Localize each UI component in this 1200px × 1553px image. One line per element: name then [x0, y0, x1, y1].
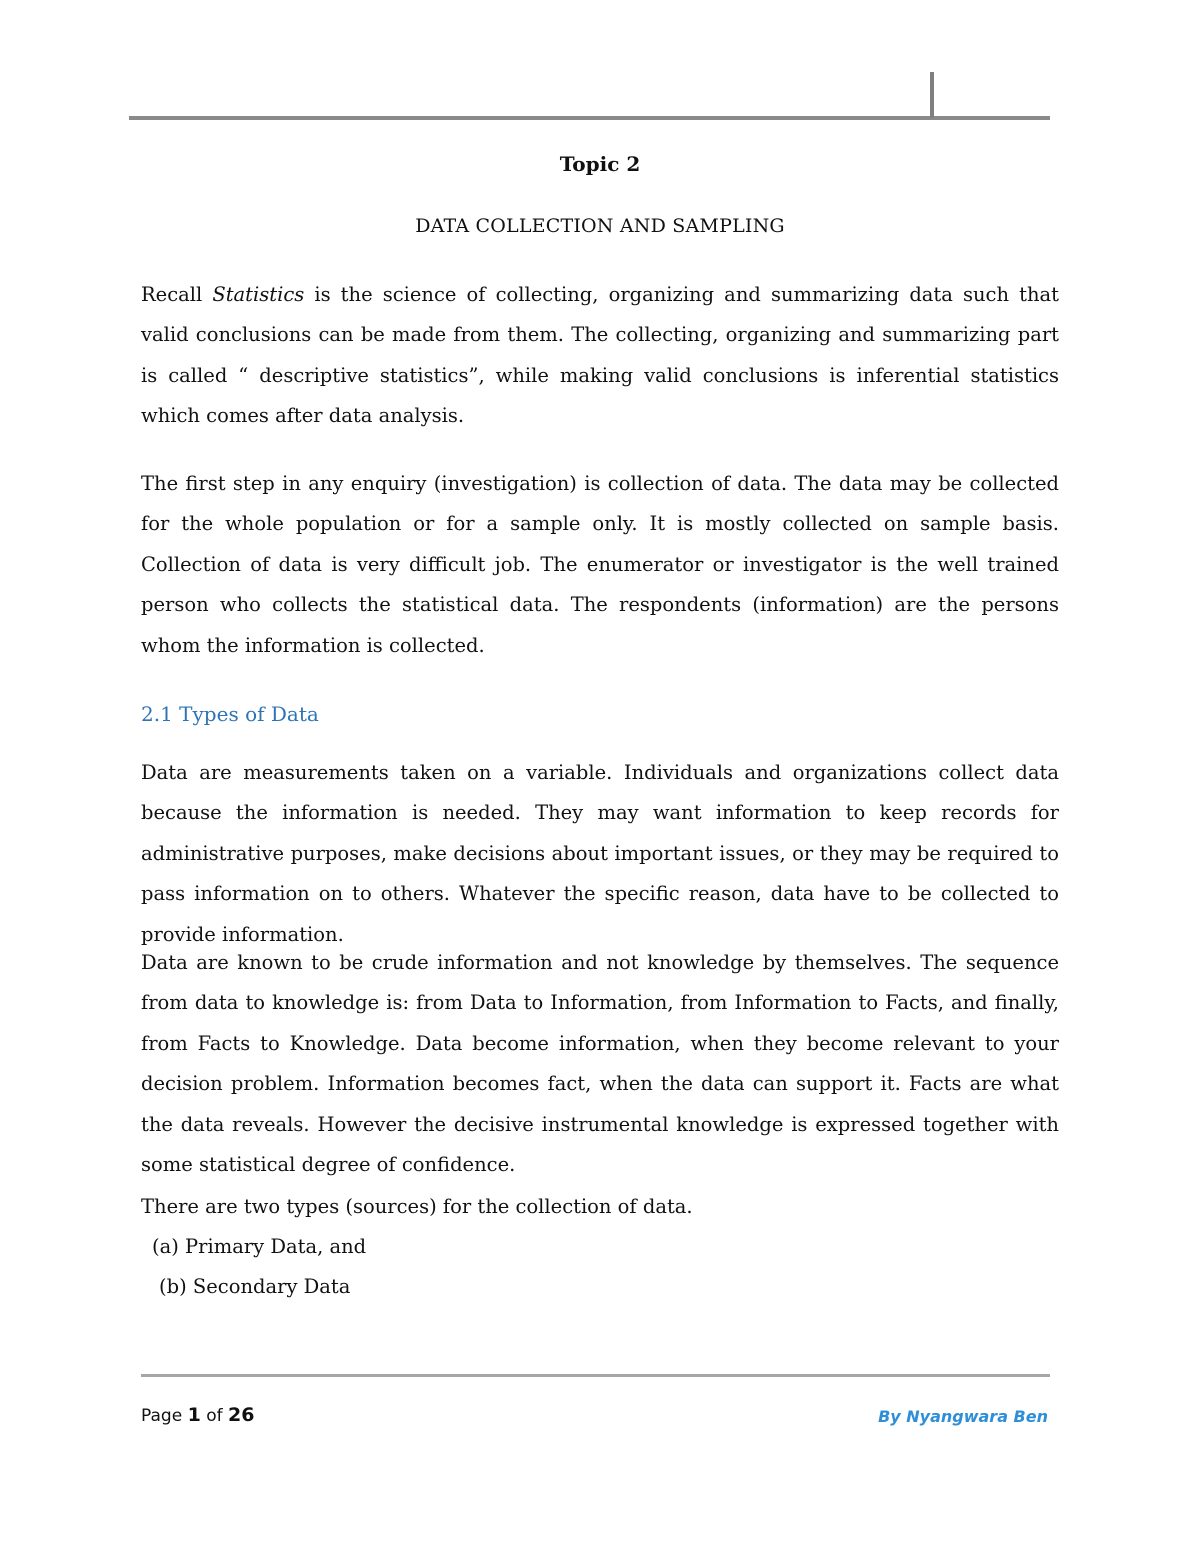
types-intro: There are two types (sources) for the collection of data. [141, 1195, 693, 1218]
intro-text-rest: is the science of collecting, organizing and summarizing data such that valid conclusions can be made from them. The collecting, organizing and summarizing part is called “ descriptive statistics”, while making valid conclusions is inferential statistics which comes after data analysis. [141, 283, 1059, 428]
author-credit: By Nyangwara Ben [878, 1407, 1048, 1426]
page-number-label [141, 1400, 254, 1431]
section-heading: 2.1 Types of Data [141, 702, 319, 726]
knowledge-paragraph: Data are known to be crude information and not knowledge by themselves. The sequence from data to knowledge is: from Data to Information, from Information to Facts, and finally, from Facts to Knowledge. Data become information, when they become relevant to your decision problem. Information becomes fact, when the data can support it. Facts are what the data reveals. However the decisive instrumental knowledge is expressed together with some statistical degree of confidence. [141, 951, 1059, 1177]
list-item-primary: (a) Primary Data, and [152, 1235, 367, 1258]
header-tick [930, 72, 934, 118]
footer-rule [141, 1374, 1050, 1377]
header-rule [129, 116, 1050, 120]
enquiry-paragraph: The first step in any enquiry (investigation) is collection of data. The data may be collected for the whole population or for a sample only. It is mostly collected on sample basis. Collection of data is very difficult job. The enumerator or investigator is the well trained person who collects the statistical data. The respondents (information) are the persons whom the information is collected. [141, 472, 1059, 657]
intro-italic-term: Statistics [212, 283, 305, 306]
of-word: of [206, 1406, 223, 1426]
intro-text-start: Recall [141, 283, 213, 306]
list-item-secondary: (b) Secondary Data [159, 1275, 351, 1298]
current-page: 1 [187, 1404, 201, 1426]
total-pages: 26 [228, 1404, 255, 1426]
measurements-paragraph: Data are measurements taken on a variable. Individuals and organizations collect data because the information is needed. They may want information to keep records for administrative purposes, make decisions about important issues, or they may be required to pass information on to others. Whatever the specific reason, data have to be collected to provide information. [141, 761, 1059, 946]
topic-title: Topic 2 [559, 152, 641, 176]
main-title: DATA COLLECTION AND SAMPLING [415, 215, 785, 237]
page-word: Page [141, 1406, 183, 1426]
intro-paragraph [141, 275, 1059, 437]
